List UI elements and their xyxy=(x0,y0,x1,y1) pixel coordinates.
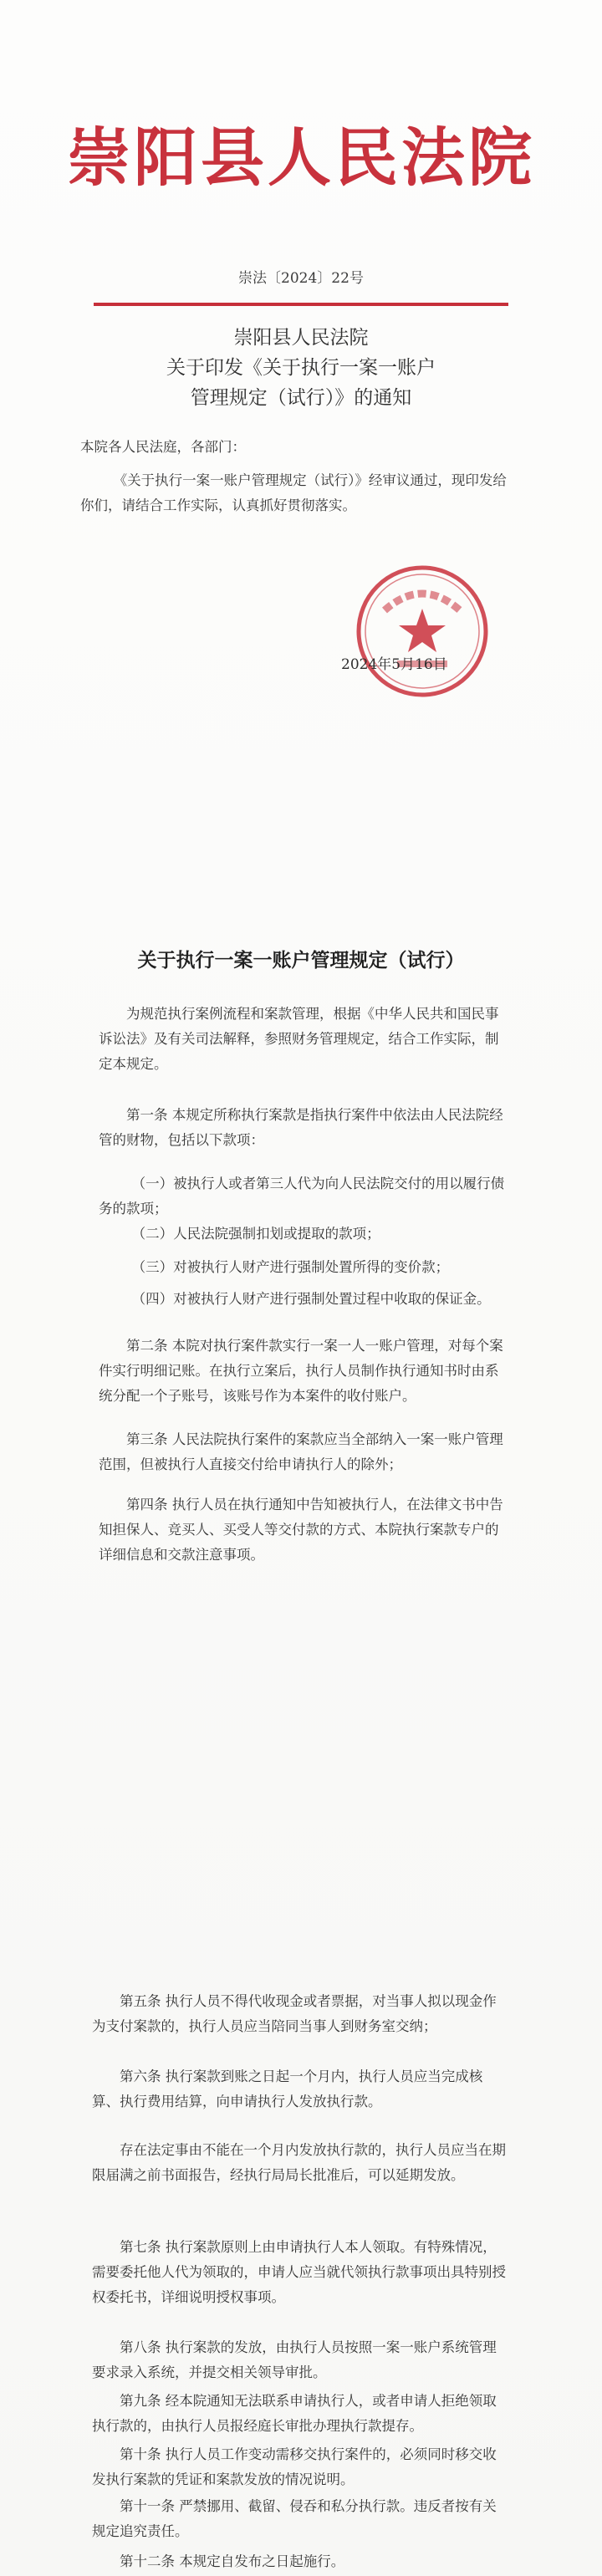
article-5: 第五条 执行人员不得代收现金或者票据，对当事人拟以现金作为支付案款的，执行人员应当陪同当事人到财务室交纳； xyxy=(92,1992,497,2034)
article-1: 第一条 本规定所称执行案款是指执行案件中依法由人民法院经管的财物，包括以下款项： xyxy=(99,1106,503,1148)
article-4: 第四条 执行人员在执行通知中告知被执行人，在法律文书中告知担保人、竞买人、买受人等交付款的方式、本院执行案款专户的详细信息和交款注意事项。 xyxy=(99,1496,503,1563)
notice-addressee: 本院各人民法庭，各部门： xyxy=(80,439,246,455)
article-3: 第三条 人民法院执行案件的案款应当全部纳入一案一账户管理范围，但被执行人直接交付给申请执行人的除外； xyxy=(99,1431,503,1472)
article-8: 第八条 执行案款的发放，由执行人员按照一案一账户系统管理要求录入系统，并提交相关领导审批。 xyxy=(92,2339,497,2380)
article-1-item-2: （二）人民法院强制扣划或提取的款项； xyxy=(131,1225,380,1242)
regulation-title: 关于执行一案一账户管理规定（试行） xyxy=(137,949,465,972)
notice-body: 《关于执行一案一账户管理规定（试行）》经审议通过，现印发给你们，请结合工作实际，认真抓好贯彻落实。 xyxy=(80,472,507,513)
article-1-item-1: （一）被执行人或者第三人代为向人民法院交付的用以履行债务的款项； xyxy=(99,1175,505,1217)
article-11: 第十一条 严禁挪用、截留、侵吞和私分执行款。违反者按有关规定追究责任。 xyxy=(92,2497,497,2539)
document-number: 崇法〔2024〕22号 xyxy=(238,270,364,287)
court-masthead: 崇阳县人民法院 xyxy=(67,120,535,195)
preamble-text: 为规范执行案例流程和案款管理，根据《中华人民共和国民事诉讼法》及有关司法解释，参照财务管理规定，结合工作实际，制定本规定。 xyxy=(99,1006,499,1072)
court-seal-icon xyxy=(351,560,493,702)
notice-title xyxy=(0,323,602,413)
article-6-extra: 存在法定事由不能在一个月内发放执行款的，执行人员应当在期限届满之前书面报告，经执行局局长批准后，可以延期发放。 xyxy=(92,2141,506,2183)
article-10: 第十条 执行人员工作变动需移交执行案件的，必须同时移交收发执行案款的凭证和案款发放的情况说明。 xyxy=(92,2446,497,2487)
red-divider-rule xyxy=(94,303,508,306)
notice-title-line-2: 关于印发《关于执行一案一账户 xyxy=(166,357,436,379)
notice-date: 2024年5月16日 xyxy=(341,656,447,673)
article-6: 第六条 执行案款到账之日起一个月内，执行人员应当完成核算、执行费用结算，向申请执行人发放执行款。 xyxy=(92,2068,483,2109)
notice-title-line-1: 崇阳县人民法院 xyxy=(233,327,369,349)
article-1-item-4: （四）对被执行人财产进行强制处置过程中收取的保证金。 xyxy=(131,1290,491,1307)
notice-title-line-3: 管理规定（试行）》的通知 xyxy=(190,387,412,409)
article-1-item-3: （三）对被执行人财产进行强制处置所得的变价款； xyxy=(131,1258,450,1275)
article-2: 第二条 本院对执行案件款实行一案一人一账户管理，对每个案件实行明细记账。在执行立案后，执行人员制作执行通知书时由系统分配一个子账号，该账号作为本案件的收付账户。 xyxy=(99,1337,503,1404)
article-12: 第十二条 本规定自发布之日起施行。 xyxy=(120,2553,345,2569)
article-9: 第九条 经本院通知无法联系申请执行人，或者申请人拒绝领取执行款的，由执行人员报经庭长审批办理执行款提存。 xyxy=(92,2392,497,2434)
regulation-preamble xyxy=(99,1002,510,1077)
article-7: 第七条 执行案款原则上由申请执行人本人领取。有特殊情况，需要委托他人代为领取的，申请人应当就代领执行款事项出具特别授权委托书，详细说明授权事项。 xyxy=(92,2238,506,2305)
